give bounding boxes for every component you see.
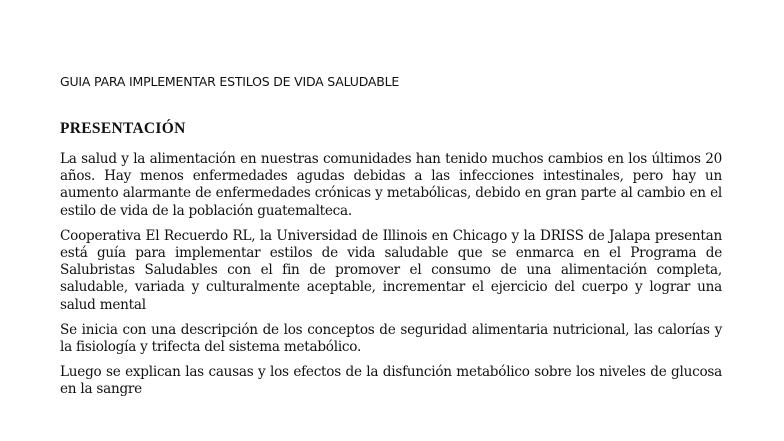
paragraph-causas: Luego se explican las causas y los efectos de la disfunción metabólico sobre los niveles de glucosa en la sangre: [60, 364, 722, 398]
section-title: PRESENTACIÓN: [60, 120, 186, 137]
paragraph-intro: La salud y la alimentación en nuestras comunidades han tenido muchos cambios en los últimos 20 años. Hay menos enfermedades agudas debidas a las infecciones intestinales, pero hay un aumento alarmante de enfermedades crónicas y metabólicas, debido en gran parte al cambio en el estilo de vida de la población guatemalteca.: [60, 151, 722, 219]
document-page: [60, 74, 722, 407]
paragraph-cooperativa: Cooperativa El Recuerdo RL, la Universidad de Illinois en Chicago y la DRISS de Jalapa presentan está guía para implementar estilos de vida saludable que se enmarca en el Programa de Salubristas Saludables con el fin de promover el consumo de una alimentación completa, saludable, variada y culturalmente aceptable, incrementar el ejercicio del cuerpo y lograr una salud mental: [60, 227, 722, 313]
paragraph-conceptos: Se inicia con una descripción de los conceptos de seguridad alimentaria nutricional, las calorías y la fisiología y trifecta del sistema metabólico.: [60, 321, 722, 356]
document-header: GUIA PARA IMPLEMENTAR ESTILOS DE VIDA SALUDABLE: [60, 74, 400, 89]
